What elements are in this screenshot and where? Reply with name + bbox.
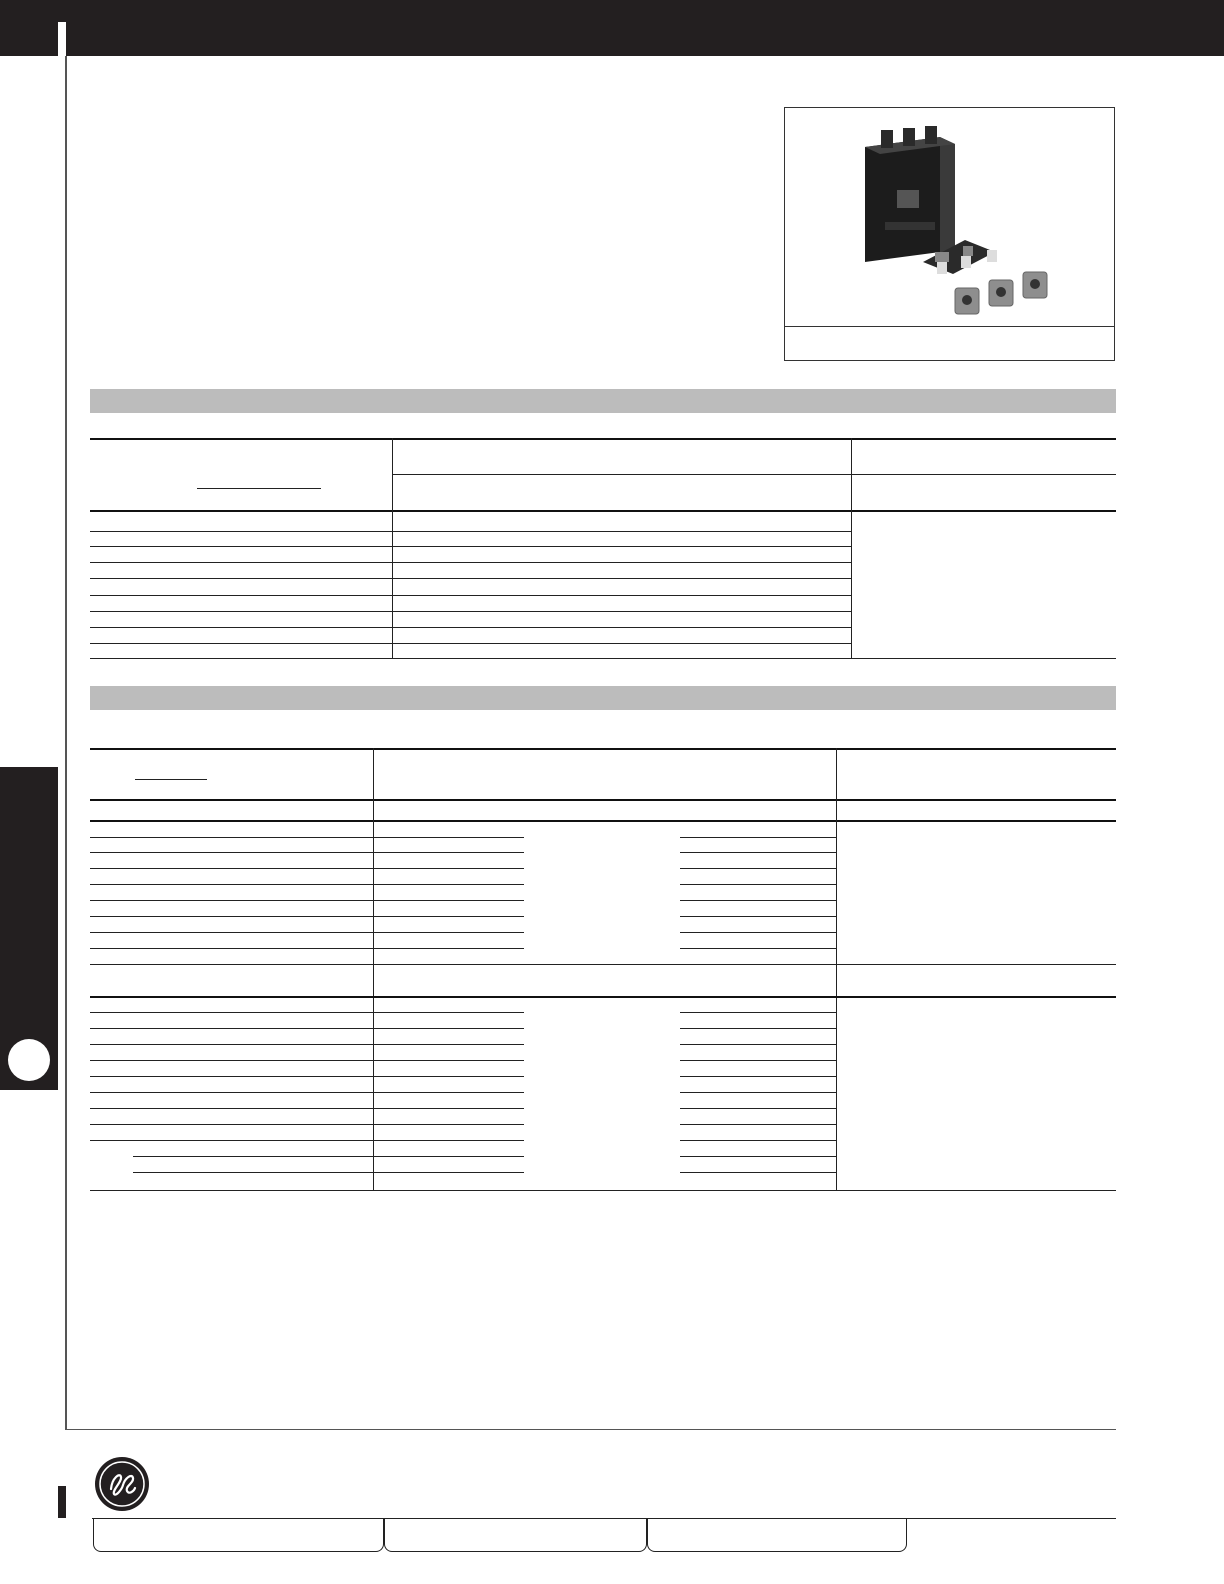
table-2-col-divider-2: [836, 748, 837, 1191]
table-2-row-rule: [90, 1140, 373, 1141]
table-2-cell-rule: [373, 1108, 524, 1109]
table-2-cell-rule: [680, 1028, 836, 1029]
table-2-cell-rule: [680, 948, 836, 949]
table-2-cell-rule: [373, 1092, 524, 1093]
table-2-cell-rule: [680, 900, 836, 901]
table-2-cell-rule: [680, 1044, 836, 1045]
table-2-row-rule: [90, 948, 373, 949]
table-2-group-rule: [90, 964, 1116, 965]
table-2-cell-rule: [373, 1156, 524, 1157]
table-2-cell-rule: [680, 837, 836, 838]
table-2-cell-rule: [373, 852, 524, 853]
table-2-cell-rule: [373, 1028, 524, 1029]
table-2-cell-rule: [680, 1108, 836, 1109]
table-2-cell-rule: [373, 948, 524, 949]
table-2-row-rule: [90, 1060, 373, 1061]
header-notch: [58, 22, 66, 56]
table-1-col-divider-2: [851, 438, 852, 658]
header-bar: [0, 0, 1224, 56]
table-2-cell-rule: [680, 884, 836, 885]
table-2-cell-rule: [680, 916, 836, 917]
table-2-row-rule: [90, 1044, 373, 1045]
table-2-top-rule: [90, 748, 1116, 750]
table-1-row-rule: [90, 578, 851, 579]
table-1-header-underline: [197, 488, 321, 489]
table-2-cell-rule: [373, 1172, 524, 1173]
table-1-row-rule: [90, 531, 851, 532]
table-1-row-rule: [90, 546, 851, 547]
table-2-cell-rule: [373, 837, 524, 838]
table-2-cell-rule: [680, 1156, 836, 1157]
table-2-cell-rule: [680, 1172, 836, 1173]
photo-caption-rule: [785, 326, 1114, 327]
section-1-header-bar: [90, 389, 1116, 413]
table-1-header-divider: [392, 474, 1116, 475]
table-2-cell-rule: [373, 1124, 524, 1125]
table-1-row-rule: [90, 562, 851, 563]
table-2-header-underline: [135, 779, 207, 780]
table-2-row-rule: [90, 852, 373, 853]
table-1-row-rule: [90, 595, 851, 596]
table-2-row-rule: [90, 1092, 373, 1093]
left-margin-rule: [65, 56, 67, 1430]
product-photo-frame: [784, 107, 1115, 361]
table-2-cell-rule: [373, 1140, 524, 1141]
table-2-cell-rule: [680, 868, 836, 869]
table-2-bottom-rule: [90, 1190, 1116, 1191]
table-2-row-rule: [90, 1108, 373, 1109]
table-2-sub-row-rule: [133, 1172, 373, 1173]
table-1-col-divider-1: [392, 438, 393, 658]
footer-tab-2: [384, 1518, 647, 1552]
table-2-row-rule: [90, 916, 373, 917]
table-2-cell-rule: [373, 1060, 524, 1061]
table-2-cell-rule: [680, 1060, 836, 1061]
table-1-top-rule: [90, 438, 1116, 440]
section-tab-marker: [8, 1039, 50, 1081]
table-2-header-bottom-rule: [90, 799, 1116, 801]
table-2-row-rule: [90, 868, 373, 869]
table-2-row-rule: [90, 884, 373, 885]
table-2-cell-rule: [373, 916, 524, 917]
table-2-cell-rule: [680, 1012, 836, 1013]
content-bottom-rule: [65, 1429, 1116, 1430]
table-1-row-rule: [90, 627, 851, 628]
table-2-row-rule: [90, 932, 373, 933]
table-2-row-rule: [90, 1124, 373, 1125]
table-2-row-rule: [90, 1028, 373, 1029]
footer-notch: [58, 1486, 66, 1518]
table-2-group-rule: [90, 996, 1116, 998]
table-2-cell-rule: [680, 1140, 836, 1141]
table-2-cell-rule: [373, 884, 524, 885]
table-2-row-rule: [90, 1012, 373, 1013]
table-1-header-bottom-rule: [90, 510, 1116, 512]
table-2-subheader-rule: [90, 820, 1116, 822]
table-2-cell-rule: [373, 1044, 524, 1045]
table-1-row-rule: [90, 643, 851, 644]
table-2-cell-rule: [680, 1076, 836, 1077]
table-2-cell-rule: [680, 1092, 836, 1093]
table-2-cell-rule: [373, 868, 524, 869]
table-2-cell-rule: [680, 932, 836, 933]
table-2-row-rule: [90, 1076, 373, 1077]
table-2-row-rule: [90, 837, 373, 838]
footer-tab-1: [93, 1518, 384, 1552]
ge-logo-icon: [94, 1456, 150, 1512]
table-1-bottom-rule: [90, 658, 1116, 659]
table-2-cell-rule: [373, 1076, 524, 1077]
table-2-row-rule: [90, 900, 373, 901]
table-2-sub-row-rule: [133, 1156, 373, 1157]
table-2-cell-rule: [373, 900, 524, 901]
table-1-row-rule: [90, 611, 851, 612]
table-2-cell-rule: [373, 1012, 524, 1013]
table-2-cell-rule: [680, 1124, 836, 1125]
footer-tab-3: [647, 1518, 907, 1552]
table-2-cell-rule: [373, 932, 524, 933]
section-2-header-bar: [90, 686, 1116, 710]
table-2-cell-rule: [680, 852, 836, 853]
circuit-breaker-image: [845, 122, 1065, 322]
